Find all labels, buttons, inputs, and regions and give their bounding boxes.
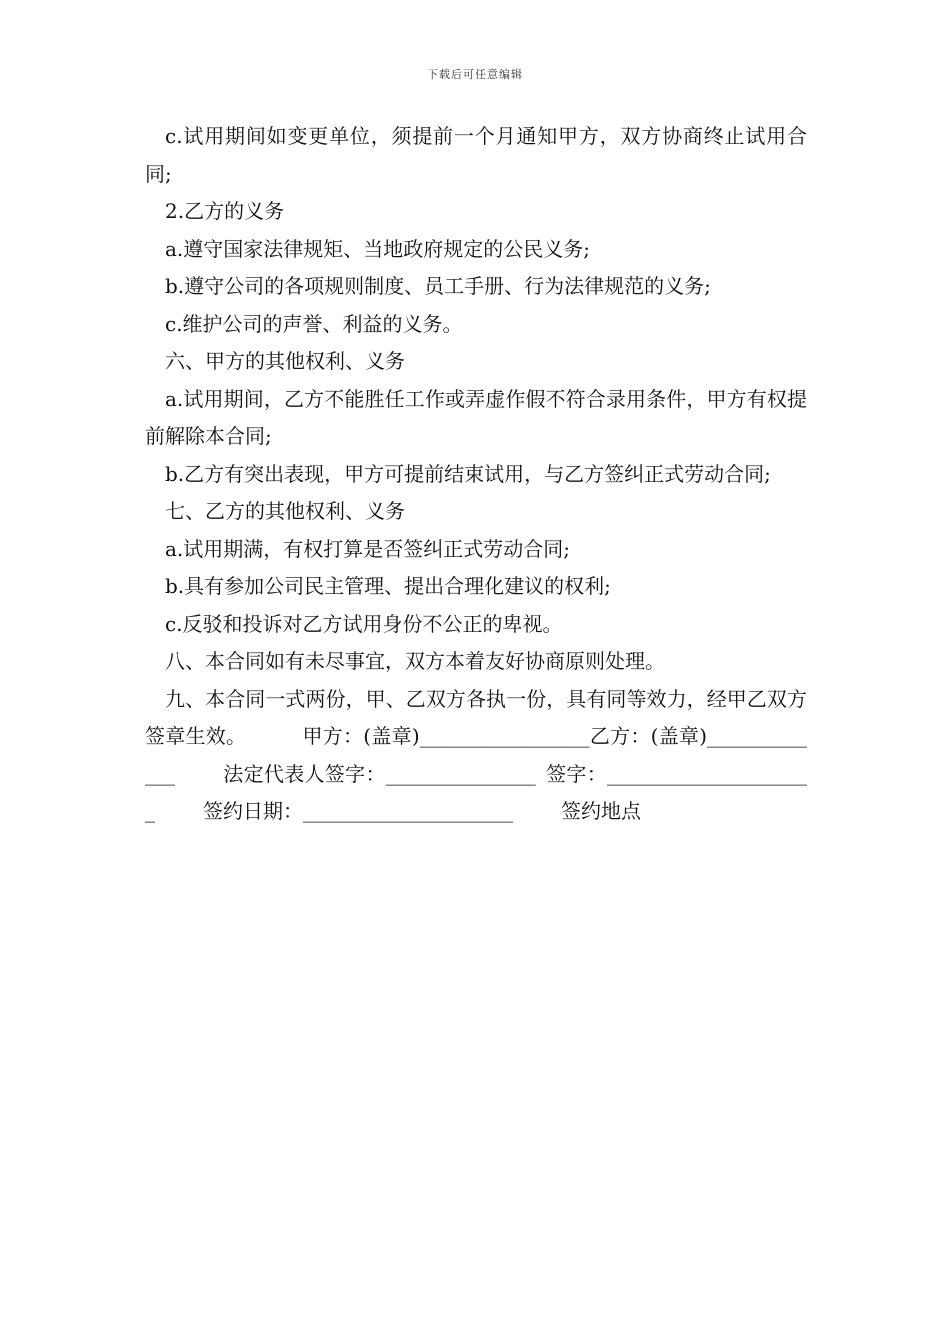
party-b-seal-field: 乙方：(盖章)_____________ xyxy=(145,724,808,786)
heading-party-b-duties: 2.乙方的义务 xyxy=(165,199,285,223)
paragraph-a-obey-law: a.遵守国家法律规矩、当地政府规定的公民义务; xyxy=(165,236,591,261)
paragraph-c-probation-change: c.试用期间如变更单位，须提前一个月通知甲方，双方协商终止试用合同; xyxy=(145,124,807,186)
paragraph-b-early-end: b.乙方有突出表现，甲方可提前结束试用，与乙方签纠正式劳动合同; xyxy=(165,461,771,486)
paragraph-c-complain: c.反驳和投诉对乙方试用身份不公正的卑视。 xyxy=(165,611,563,636)
sign-date-field: 签约日期：_____________________ xyxy=(203,799,513,823)
heading-section-six: 六、甲方的其他权利、义务 xyxy=(165,349,405,373)
legal-rep-signature-field: 法定代表人签字：_______________ xyxy=(223,761,536,786)
signature-field: 签字：_____________________ xyxy=(145,761,808,823)
signature-block xyxy=(145,681,807,831)
page-header: 下载后可任意编辑 xyxy=(427,68,523,81)
heading-section-eight: 八、本合同如有未尽事宜，双方本着友好协商原则处理。 xyxy=(165,649,665,673)
paragraph-a-decide-contract: a.试用期满，有权打算是否签纠正式劳动合同; xyxy=(165,536,571,561)
paragraph-a-terminate: a.试用期间，乙方不能胜任工作或弄虚作假不符合录用条件，甲方有权提前解除本合同; xyxy=(145,386,807,448)
paragraph-b-obey-rules: b.遵守公司的各项规则制度、员工手册、行为法律规范的义务; xyxy=(165,274,711,298)
sign-place-field: 签约地点 xyxy=(561,799,641,823)
section-nine-text: 九、本合同一式两份，甲、乙双方各执一份，具有同等效力，经甲乙双方签章生效。 xyxy=(145,686,807,748)
heading-section-seven: 七、乙方的其他权利、义务 xyxy=(165,499,405,523)
paragraph-b-participate: b.具有参加公司民主管理、提出合理化建议的权利; xyxy=(165,574,611,598)
paragraph-c-protect-reputation: c.维护公司的声誉、利益的义务。 xyxy=(165,311,463,336)
document-body xyxy=(145,118,807,831)
party-a-seal-field: 甲方：(盖章)_________________ xyxy=(302,724,590,748)
